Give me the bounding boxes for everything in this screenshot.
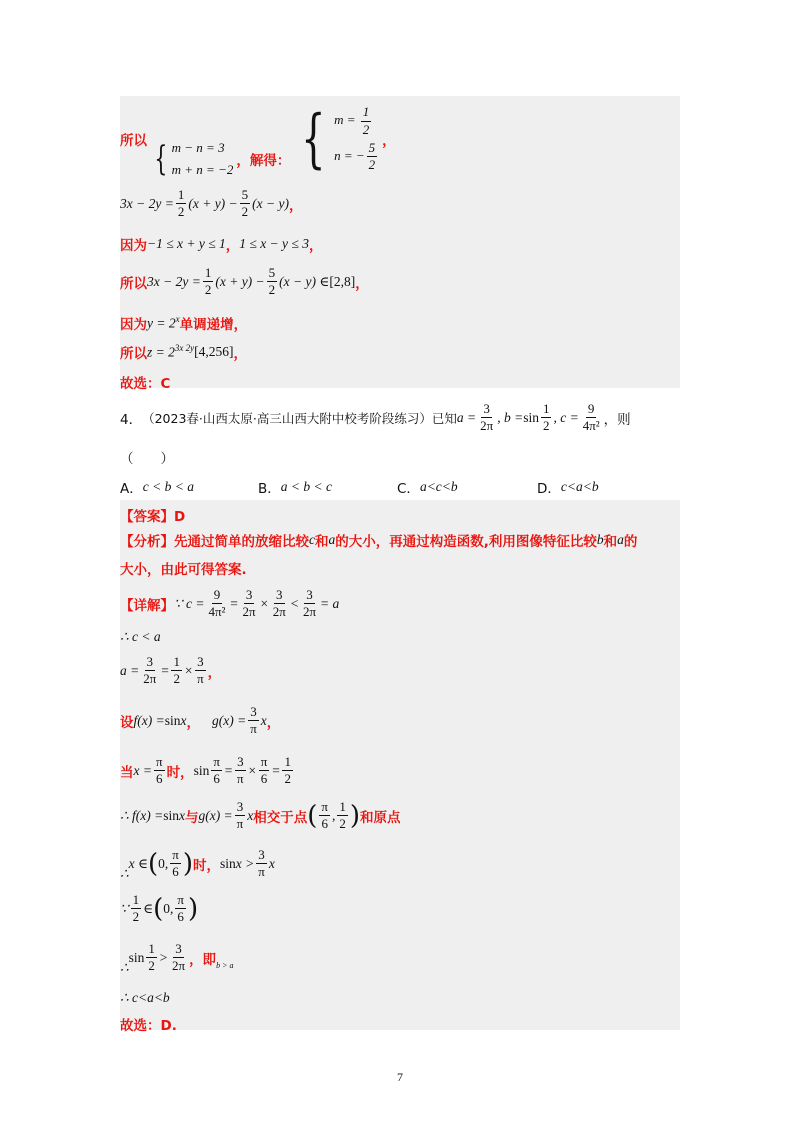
answer-choice-line: 故选：C	[120, 376, 171, 392]
conclusion-line: ∴ c<a<b	[120, 990, 170, 1005]
expression-line: 3x − 2y = $\frac{1}{2}$ (x + y) − $\frac{5}{2}$ (x − y) ，	[120, 187, 303, 220]
half-in-interval-line: ∵ $\frac{1}{2}$ ∈ ( 0, $\frac{\pi}{6}$ )	[120, 892, 199, 925]
page-number: 7	[397, 1070, 403, 1084]
question-source: （2023春·山西太原·高三山西大附中校考阶段练习）已知	[142, 410, 457, 426]
solve-system-line: 所以 { m − n = 3 m + n = −2 ，解得： { m = $\frac{1}{2}$ n = − $\frac{5}{2}$ ，	[120, 102, 396, 179]
equation-system: { m − n = 3 m + n = −2	[154, 139, 234, 179]
option-b[interactable]: B． a < b < c	[258, 479, 332, 497]
monotonic-line: 因为 $y = 2^x$ 单调递增，	[120, 314, 248, 333]
result-range-line: 所以 3x − 2y = $\frac{1}{2}$ (x + y) − $\frac{5}{2}$ (x − y) ∈ [2,8] ，	[120, 265, 369, 298]
so-label: 所以	[120, 133, 147, 149]
question-number: 4．	[120, 411, 143, 428]
option-c[interactable]: C． a<c<b	[397, 479, 458, 497]
detail-line: 【详解】 ∵ c = $\frac{9}{\text{4π²}}$ = $\frac{3}{2\pi}$ × $\frac{3}{2\pi}$ < $\frac{3}{2\pi}$ = a	[120, 587, 340, 620]
question-paren: （ ）	[120, 451, 174, 467]
a-value-line: a = $\frac{3}{2\pi}$ = $\frac{1}{2}$ × $\frac{3}{\pi}$ ，	[120, 654, 222, 687]
final-answer-line: 故选：D.	[120, 1018, 177, 1034]
question-4: 4． （2023春·山西太原·高三山西大附中校考阶段练习）已知 a = $\frac{3}{2\pi}$ , b = sin $\frac{1}{2}$ , c = $\frac{9}{\text{4π²}}$ ，则	[120, 401, 631, 434]
answer-line: 【答案】D	[120, 509, 186, 525]
range-line: 因为 −1 ≤ x + y ≤ 1 ， 1 ≤ x − y ≤ 3 ，	[120, 236, 323, 254]
b-greater-a-line: ∴ sin $\frac{1}{2}$ > $\frac{3}{2\pi}$ ，即 b > a	[120, 941, 234, 975]
z-range-line: 所以 $z = 2^{3x 2y}$ [4,256] ，	[120, 343, 247, 362]
intersection-line: ∴ f(x) = sin x 与 g(x) = $\frac{3}{\pi}$ x 相交于点 ( $\frac{\pi}{6}$ , $\frac{1}{2}$ ) 和原点	[120, 799, 401, 832]
option-a[interactable]: A． c < b < a	[120, 479, 194, 497]
analysis-line-1: 【分析】 先通过简单的放缩比较 c 和 a 的大小，再通过构造函数,利用图像特征比较 b 和 a 的	[120, 532, 638, 550]
analysis-line-2: 大小，由此可得答案.	[120, 562, 247, 578]
c-less-a-line: ∴ c < a	[120, 629, 161, 644]
option-d[interactable]: D． c<a<b	[537, 479, 599, 497]
when-line: 当 x = $\frac{\pi}{6}$ 时， sin $\frac{\pi}{6}$ = $\frac{3}{\pi}$ × $\frac{\pi}{6}$ = $\frac{1}{2}$	[120, 754, 291, 787]
interval-line: ∴ x ∈ ( 0, $\frac{\pi}{6}$ ) 时， sin x > $\frac{3}{\pi}$ x	[120, 847, 275, 881]
define-functions-line: 设 f(x) = sin x ， g(x) = $\frac{3}{\pi}$ x ，	[120, 704, 281, 737]
solve-label: ，解得：	[236, 153, 291, 169]
solution-system: { m = $\frac{1}{2}$ n = − $\frac{5}{2}$	[301, 102, 376, 176]
